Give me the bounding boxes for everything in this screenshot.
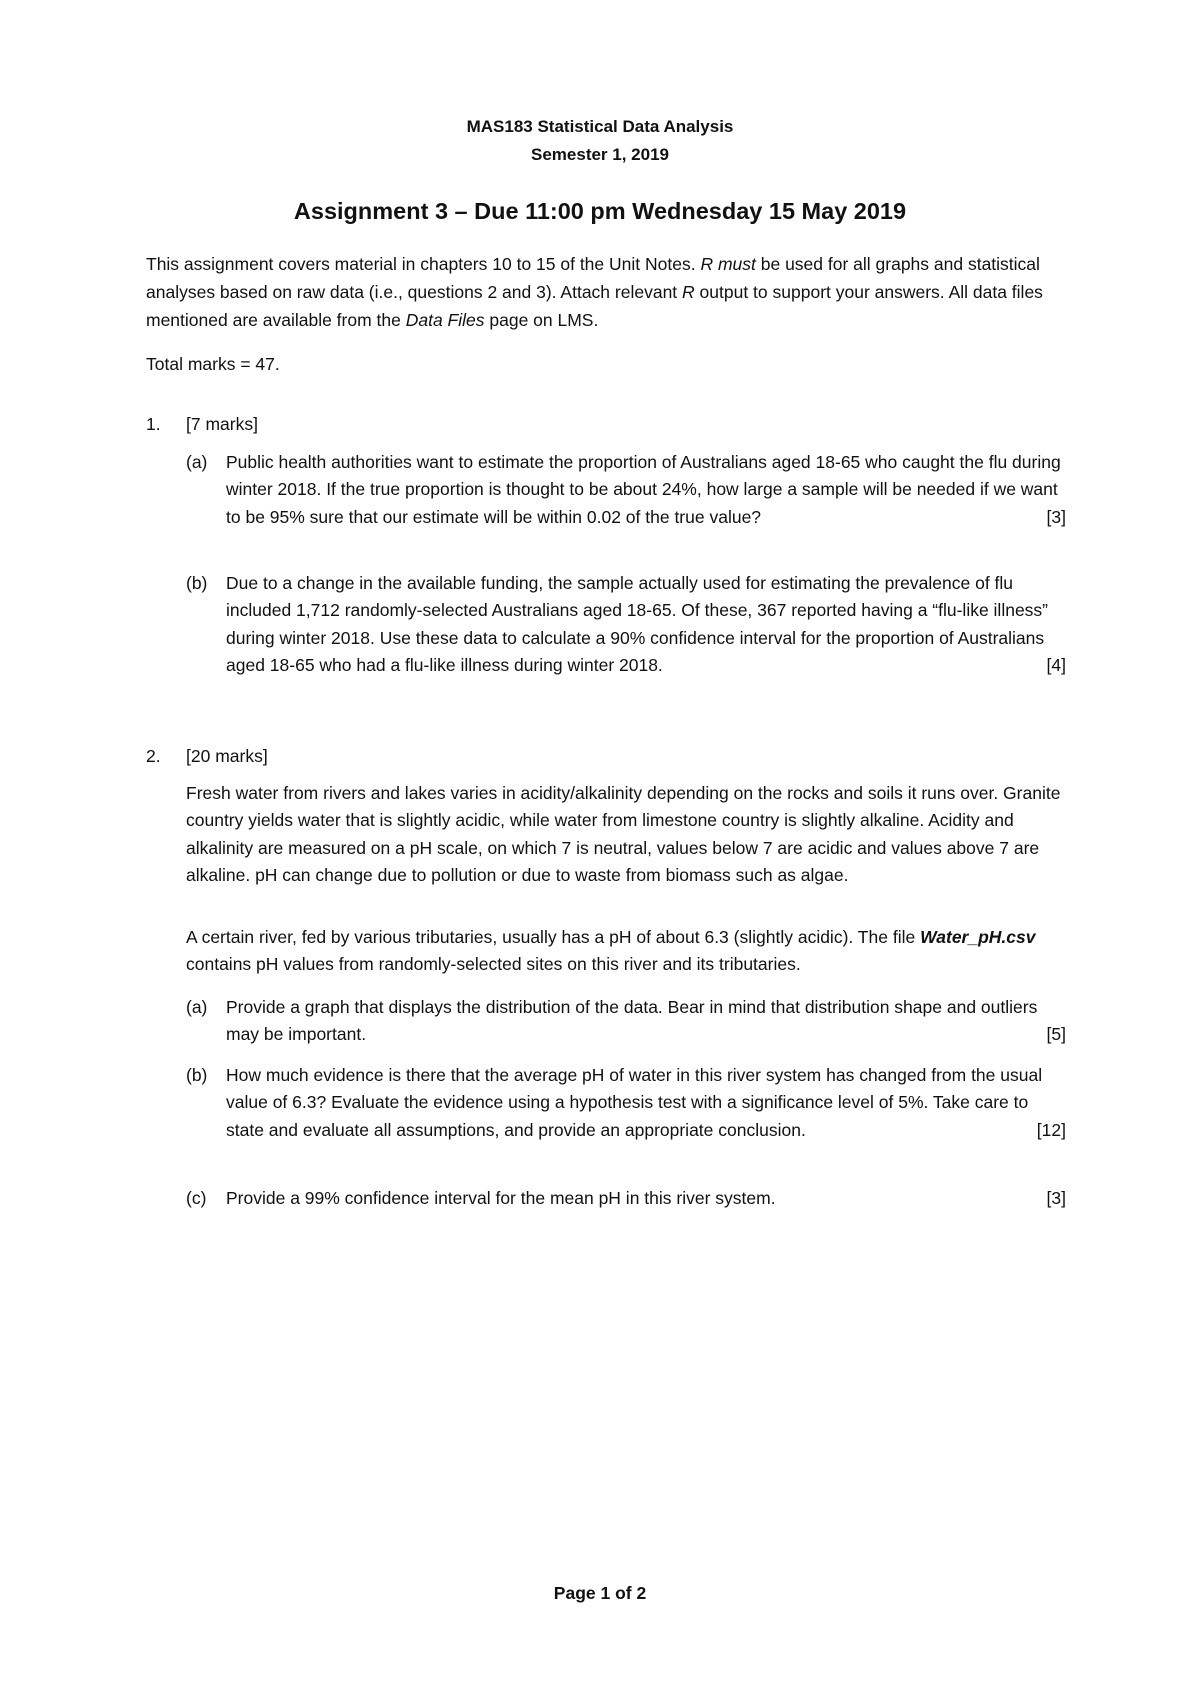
question-1-heading xyxy=(146,410,258,438)
assignment-title: Assignment 3 – Due 11:00 pm Wednesday 15 May 2019 xyxy=(293,198,907,224)
question-2-context: Fresh water from rivers and lakes varies in acidity/alkalinity depending on the rocks and soils it runs over. Granite country yields water that is slightly acidic, while water from limestone country is slightly alkaline. Acidity and alkalinity are measured on a pH scale, on which 7 is neutral, values below 7 are acidic and values above 7 are alkaline. pH can change due to pollution or due to waste from biomass such as algae. xyxy=(186,783,1061,886)
question-number: 2. xyxy=(146,746,161,766)
question-marks: [20 marks] xyxy=(186,746,268,766)
part-label: (a) xyxy=(186,997,208,1017)
intro-paragraph: This assignment covers material in chapters 10 to 15 of the Unit Notes. R must be used for all graphs and statistical analyses based on raw data (i.e., questions 2 and 3). Attach relevant R output to support your answers. All data files mentioned are available from the Data Files page on LMS. xyxy=(146,254,1043,330)
part-label: (b) xyxy=(186,573,208,593)
part-marks: [12] xyxy=(1036,1119,1066,1140)
question-2b xyxy=(186,1062,1066,1144)
question-marks: [7 marks] xyxy=(186,414,258,434)
part-label: (a) xyxy=(186,452,208,472)
part-text: Public health authorities want to estimate the proportion of Australians aged 18-65 who caught the flu during winter 2018. If the true proportion is thought to be about 24%, how large a sample will be needed if we want to be 95% sure that our estimate will be within 0.02 of the true value? xyxy=(226,452,1061,527)
question-1a xyxy=(186,449,1066,531)
part-text: Provide a graph that displays the distribution of the data. Bear in mind that distribution shape and outliers may be important. xyxy=(226,997,1038,1045)
total-marks: Total marks = 47. xyxy=(146,354,280,374)
part-marks: [3] xyxy=(1046,1188,1066,1208)
question-2a xyxy=(186,994,1066,1049)
question-number: 1. xyxy=(146,414,161,434)
question-2-data-description: A certain river, fed by various tributaries, usually has a pH of about 6.3 (slightly acidic). The file Water_pH.csv contains pH values from randomly-selected sites on this river and its tributaries. xyxy=(186,927,1036,975)
part-label: (c) xyxy=(186,1188,207,1208)
part-marks: [3] xyxy=(1046,506,1066,527)
part-text: Provide a 99% confidence interval for the mean pH in this river system. xyxy=(226,1188,776,1208)
page-number: Page 1 of 2 xyxy=(553,1583,647,1603)
part-marks: [5] xyxy=(1046,1024,1066,1045)
question-2-heading xyxy=(146,742,268,770)
question-1b xyxy=(186,570,1066,680)
part-text: Due to a change in the available funding, the sample actually used for estimating the prevalence of flu included 1,712 randomly-selected Australians aged 18-65. Of these, 367 reported having a “flu-like illness” during winter 2018. Use these data to calculate a 90% confidence interval for the proportion of Australians aged 18-65 who had a flu-like illness during winter 2018. xyxy=(226,573,1049,676)
course-title: MAS183 Statistical Data Analysis xyxy=(466,117,734,136)
part-marks: [4] xyxy=(1046,655,1066,676)
semester-label: Semester 1, 2019 xyxy=(531,145,669,164)
question-2c xyxy=(186,1185,1066,1212)
part-label: (b) xyxy=(186,1065,208,1085)
part-text: How much evidence is there that the average pH of water in this river system has changed from the usual value of 6.3? Evaluate the evidence using a hypothesis test with a significance level of 5%. Take care to state and evaluate all assumptions, and provide an appropriate conclusion. xyxy=(226,1065,1043,1140)
data-file-name: Water_pH.csv xyxy=(920,927,1036,947)
